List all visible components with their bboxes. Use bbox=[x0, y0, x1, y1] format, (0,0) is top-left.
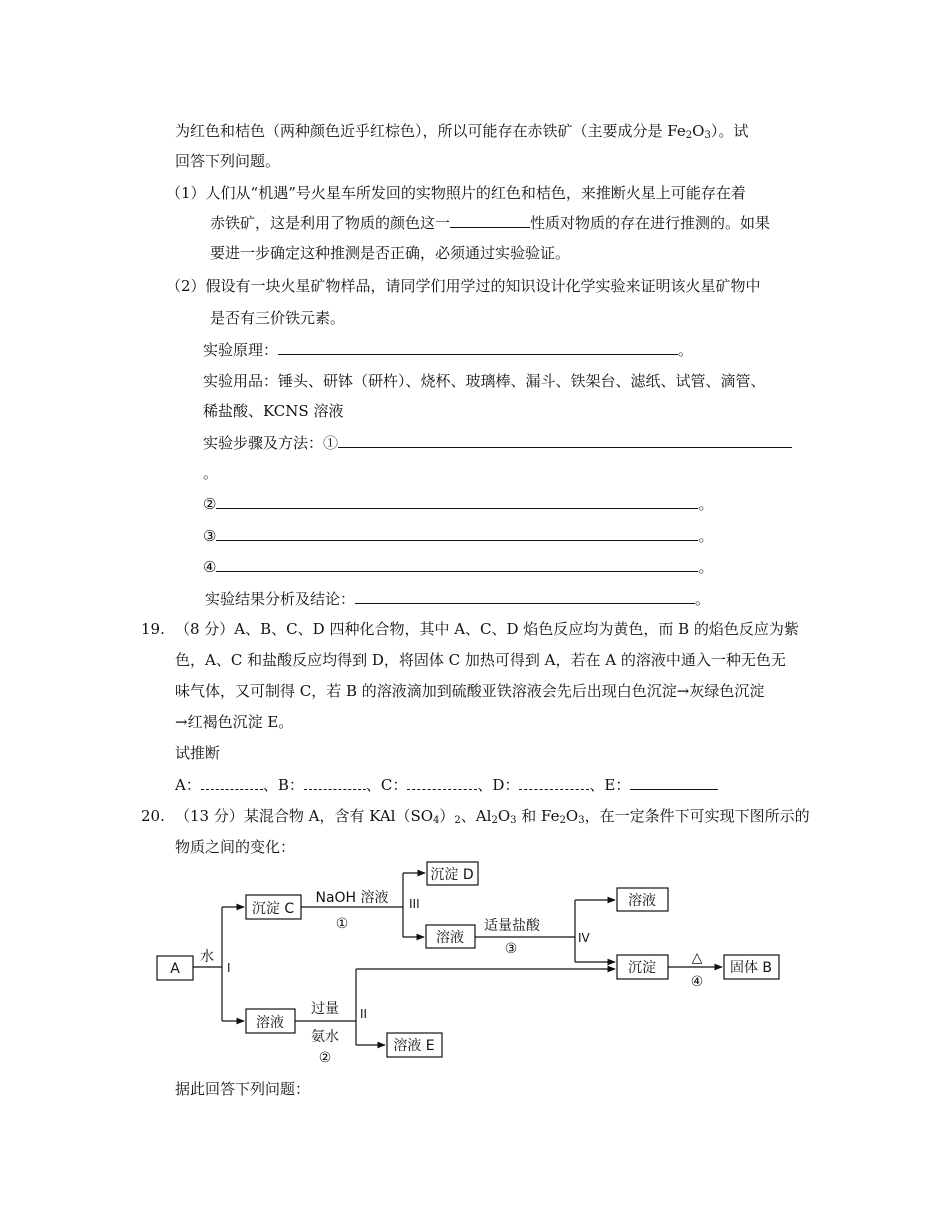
label-excess: 过量 bbox=[311, 1001, 339, 1017]
answer-c-label: 、C： bbox=[365, 776, 408, 794]
answer-e-label: 、E： bbox=[589, 776, 631, 794]
answer-a-label: A： bbox=[175, 776, 201, 794]
subscript: 3 bbox=[578, 815, 585, 826]
subscript: 4 bbox=[433, 815, 440, 826]
label-IV: IV bbox=[578, 931, 590, 945]
q20-number: 20. bbox=[141, 807, 165, 825]
q19-line-4: →红褐色沉淀 E。 bbox=[175, 713, 294, 731]
box-solution-top-label: 溶液 bbox=[256, 1015, 284, 1031]
q20-text: （13 分）某混合物 A，含有 KAl（SO bbox=[175, 807, 434, 825]
q20-text: 、Al bbox=[460, 807, 492, 825]
label-step-1: ① bbox=[335, 916, 349, 932]
box-solid-b-label: 固体 B bbox=[729, 960, 773, 976]
result-label: 实验结果分析及结论： bbox=[205, 590, 356, 608]
intro-line-2: 回答下列问题。 bbox=[175, 152, 281, 170]
intro-text: 为红色和桔色（两种颜色近乎红棕色），所以可能存在赤铁矿（主要成分是 Fe bbox=[175, 122, 686, 140]
label-II: II bbox=[360, 1007, 368, 1021]
q19-line-1: （8 分）A、B、C、D 四种化合物，其中 A、C、D 焰色反应均为黄色，而 B 的焰色反应为紫 bbox=[175, 620, 799, 638]
box-precip-right-label: 沉淀 bbox=[628, 960, 656, 976]
label-delta: △ bbox=[691, 950, 703, 966]
q20-line-2: 物质之间的变化： bbox=[175, 838, 296, 856]
label-water: 水 bbox=[200, 949, 214, 965]
answer-d-label: 、D： bbox=[477, 776, 520, 794]
answer-b-label: 、B： bbox=[262, 776, 304, 794]
subscript: 3 bbox=[510, 815, 517, 826]
step4-label: ④ bbox=[203, 558, 217, 576]
subscript: 3 bbox=[704, 130, 711, 141]
label-naoh: NaOH 溶液 bbox=[315, 890, 389, 906]
label-I: I bbox=[227, 961, 231, 975]
q19-line-2: 色，A、C 和盐酸反应均得到 D，将固体 C 加热可得到 A，若在 A 的溶液中通入一种无色无 bbox=[175, 651, 786, 669]
label-III: III bbox=[409, 897, 420, 911]
label-step-3: ③ bbox=[504, 941, 518, 957]
q2-line-2: 是否有三价铁元素。 bbox=[210, 309, 346, 327]
box-a-label: A bbox=[170, 961, 180, 977]
step3-label: ③ bbox=[203, 527, 217, 545]
q1-line-1: （1）人们从“机遇”号火星车所发回的实物照片的红色和桔色，来推断火星上可能存在着 bbox=[166, 184, 746, 202]
q20-text: 和 Fe bbox=[516, 807, 560, 825]
q1-text: 赤铁矿，这是利用了物质的颜色这一 bbox=[210, 214, 451, 232]
q1-text: 性质对物质的存在进行推测的。如果 bbox=[530, 214, 771, 232]
q20-text: O bbox=[497, 807, 511, 825]
label-step-4: ④ bbox=[690, 974, 704, 990]
principle-label: 实验原理： bbox=[203, 341, 279, 359]
period: 。 bbox=[695, 590, 711, 608]
period: 。 bbox=[678, 341, 694, 359]
q20-text: O bbox=[565, 807, 579, 825]
box-precip-d-label: 沉淀 D bbox=[430, 867, 474, 883]
label-step-2: ② bbox=[318, 1050, 332, 1066]
box-precip-c-label: 沉淀 C bbox=[251, 901, 295, 917]
q1-line-3: 要进一步确定这种推测是否正确，必须通过实验验证。 bbox=[210, 244, 571, 262]
steps-period: 。 bbox=[203, 464, 219, 482]
period: 。 bbox=[698, 495, 714, 513]
q19-number: 19. bbox=[141, 620, 165, 638]
supplies-line-1: 实验用品：锤头、研钵（研杵）、烧杯、玻璃棒、漏斗、铁架台、滤纸、试管、滴管、 bbox=[203, 372, 766, 390]
q20-after: 据此回答下列问题： bbox=[175, 1080, 311, 1098]
period: 。 bbox=[698, 558, 714, 576]
q19-line-3: 味气体，又可制得 C，若 B 的溶液滴加到硫酸亚铁溶液会先后出现白色沉淀→灰绿色沉淀 bbox=[175, 682, 765, 700]
box-solution-e-label: 溶液 E bbox=[393, 1038, 435, 1054]
q2-line-1: （2）假设有一块火星矿物样品，请同学们用学过的知识设计化学实验来证明该火星矿物中 bbox=[166, 277, 761, 295]
box-solution-mid-label: 溶液 bbox=[436, 930, 464, 946]
label-hcl: 适量盐酸 bbox=[484, 918, 540, 934]
subscript: 2 bbox=[454, 815, 461, 826]
supplies-line-2: 稀盐酸、KCNS 溶液 bbox=[203, 402, 344, 420]
subscript: 2 bbox=[491, 815, 498, 826]
steps-label: 实验步骤及方法：① bbox=[203, 434, 339, 452]
label-ammonia: 氨水 bbox=[311, 1029, 339, 1045]
q20-text: ，在一定条件下可实现下图所示的 bbox=[584, 807, 810, 825]
q19-line-5: 试推断 bbox=[175, 744, 221, 762]
step2-label: ② bbox=[203, 495, 217, 513]
q20-text: ） bbox=[439, 807, 455, 825]
period: 。 bbox=[698, 527, 714, 545]
intro-text: O bbox=[692, 122, 705, 140]
subscript: 2 bbox=[559, 815, 566, 826]
box-solution-right-label: 溶液 bbox=[628, 893, 656, 909]
intro-text: ）。试 bbox=[710, 122, 749, 140]
subscript: 2 bbox=[685, 130, 693, 141]
